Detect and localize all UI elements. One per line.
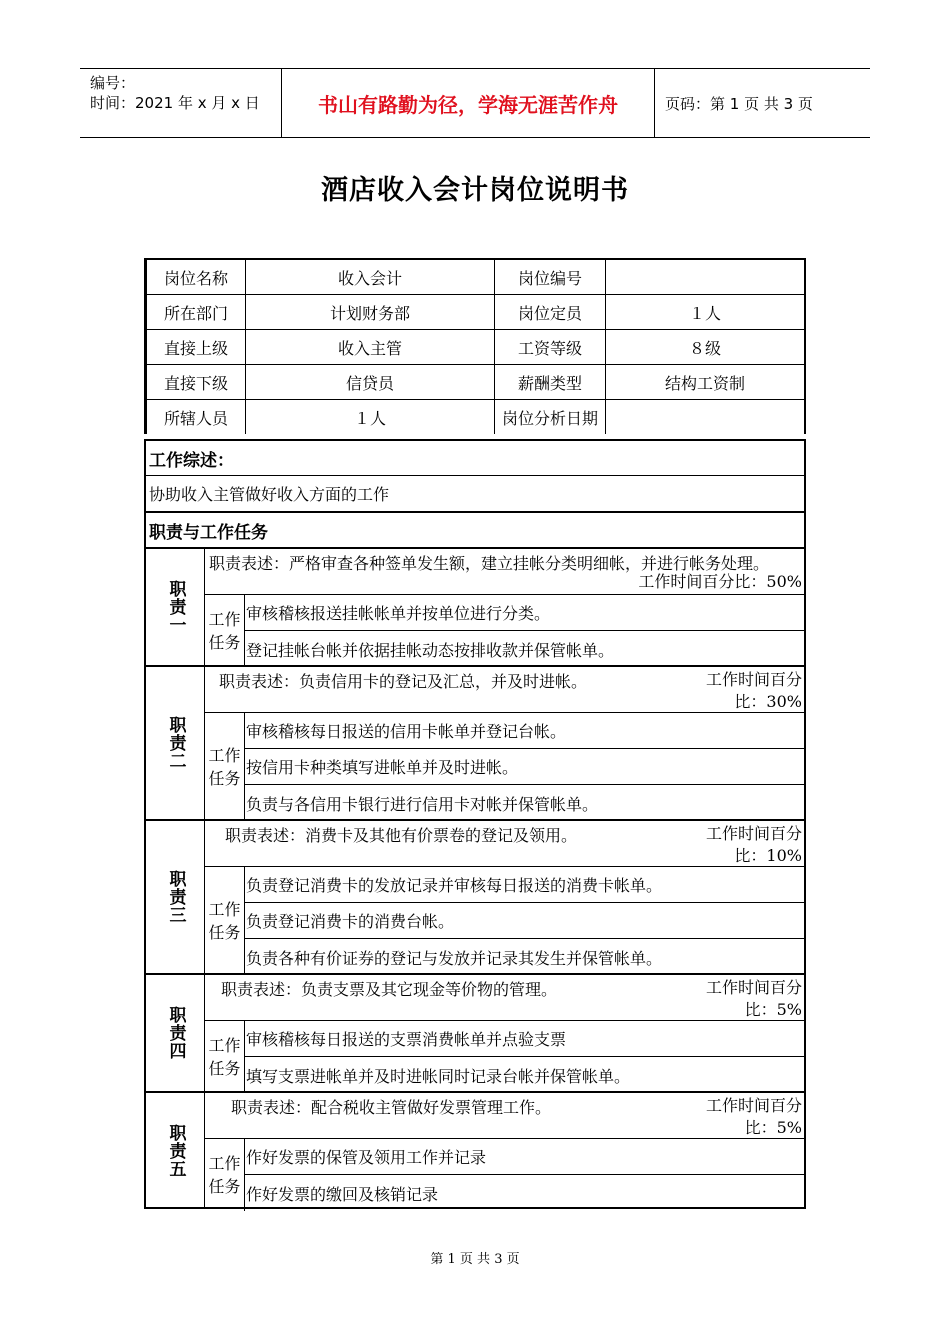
duty-block (146, 665, 804, 819)
duty-label: 职责四 (165, 1006, 186, 1060)
info-label: 薪酬类型 (495, 365, 606, 400)
duty-description (205, 821, 804, 867)
info-label: 直接上级 (147, 330, 246, 365)
duty-block (146, 547, 804, 665)
info-value: 计划财务部 (246, 295, 495, 330)
task-item: 填写支票进帐单并及时进帐同时记录台帐并保管帐单。 (246, 1066, 631, 1086)
duty-time-share: 工作时间百分比：30% (705, 670, 802, 711)
info-value: 收入主管 (246, 330, 495, 365)
duty-time-share: 工作时间百分比：50% (638, 572, 802, 591)
duty-block (146, 973, 804, 1091)
duty-block (146, 819, 804, 973)
info-label: 岗位分析日期 (495, 400, 606, 435)
duty-description (205, 667, 804, 713)
motto: 书山有路勤为径，学海无涯苦作舟 (281, 69, 655, 137)
duty-block (146, 1091, 804, 1209)
info-value: １人 (606, 295, 805, 330)
task-label: 工作任务 (208, 1036, 241, 1078)
duty-desc-text: 职责表述：严格审查各种签单发生额，建立挂帐分类明细帐，并进行帐务处理。 (209, 554, 770, 573)
task-item: 按信用卡种类填写进帐单并及时进帐。 (245, 749, 804, 785)
duty-label: 职责一 (165, 580, 186, 634)
info-label: 所在部门 (147, 295, 246, 330)
info-row (147, 365, 805, 400)
summary-heading: 工作综述： (146, 439, 804, 475)
duty-desc-text: 职责表述：负责信用卡的登记及汇总，并及时进帐。 (219, 672, 588, 691)
summary-text: 协助收入主管做好收入方面的工作 (146, 475, 804, 511)
task-item: 审核稽核每日报送的信用卡帐单并登记台帐。 (245, 713, 804, 749)
info-value: 收入会计 (246, 260, 495, 295)
task-item: 作好发票的保管及领用工作并记录 (245, 1139, 804, 1175)
info-label: 直接下级 (147, 365, 246, 400)
duty-description (205, 549, 804, 595)
task-item: 负责各种有价证券的登记与发放并记录其发生并保管帐单。 (246, 948, 663, 968)
duty-time-share: 工作时间百分比：5% (705, 978, 802, 1019)
task-label: 工作任务 (208, 1154, 241, 1196)
duty-time-share: 工作时间百分比：10% (705, 824, 802, 865)
duties-heading: 职责与工作任务 (146, 511, 804, 547)
task-label: 工作任务 (208, 900, 241, 942)
duties-table (144, 439, 806, 1209)
info-value (606, 400, 805, 435)
duty-description (205, 975, 804, 1021)
info-label: 所辖人员 (147, 400, 246, 435)
task-item: 负责与各信用卡银行进行信用卡对帐并保管帐单。 (246, 794, 599, 814)
info-label: 工资等级 (495, 330, 606, 365)
task-item: 审核稽核每日报送的支票消费帐单并点验支票 (245, 1021, 804, 1057)
page-header (80, 68, 870, 138)
job-info-table (144, 258, 806, 434)
code-label: 编号： (90, 74, 136, 92)
time-label: 时间：2021 年 x 月 x 日 (90, 94, 260, 112)
duty-label: 职责五 (165, 1124, 186, 1178)
info-label: 岗位定员 (495, 295, 606, 330)
duty-time-share: 工作时间百分比：5% (705, 1096, 802, 1137)
task-item: 登记挂帐台帐并依据挂帐动态按排收款并保管帐单。 (246, 640, 615, 660)
duty-description (205, 1093, 804, 1139)
info-value: 结构工资制 (606, 365, 805, 400)
task-item: 负责登记消费卡的消费台帐。 (245, 903, 804, 939)
info-value: ８级 (606, 330, 805, 365)
info-value: １人 (246, 400, 495, 435)
info-label: 岗位编号 (495, 260, 606, 295)
info-label: 岗位名称 (147, 260, 246, 295)
duty-desc-text: 职责表述：负责支票及其它现金等价物的管理。 (221, 980, 558, 999)
info-row (147, 295, 805, 330)
page-footer: 第 1 页 共 3 页 (430, 1252, 520, 1267)
duty-label: 职责二 (165, 716, 186, 770)
task-label: 工作任务 (208, 746, 241, 788)
info-value (606, 260, 805, 295)
info-row (147, 400, 805, 435)
info-row (147, 330, 805, 365)
duty-desc-text: 职责表述：配合税收主管做好发票管理工作。 (231, 1098, 552, 1117)
task-item: 审核稽核报送挂帐帐单并按单位进行分类。 (245, 595, 804, 631)
task-label: 工作任务 (208, 610, 241, 652)
page-info: 页码：第 1 页 共 3 页 (665, 95, 813, 113)
task-item: 负责登记消费卡的发放记录并审核每日报送的消费卡帐单。 (245, 867, 804, 903)
info-value: 信贷员 (246, 365, 495, 400)
document-title: 酒店收入会计岗位说明书 (321, 175, 629, 206)
task-item: 作好发票的缴回及核销记录 (246, 1184, 439, 1204)
info-row (147, 260, 805, 295)
header-meta (90, 73, 280, 113)
duty-label: 职责三 (165, 870, 186, 924)
duty-desc-text: 职责表述：消费卡及其他有价票卷的登记及领用。 (225, 826, 578, 845)
